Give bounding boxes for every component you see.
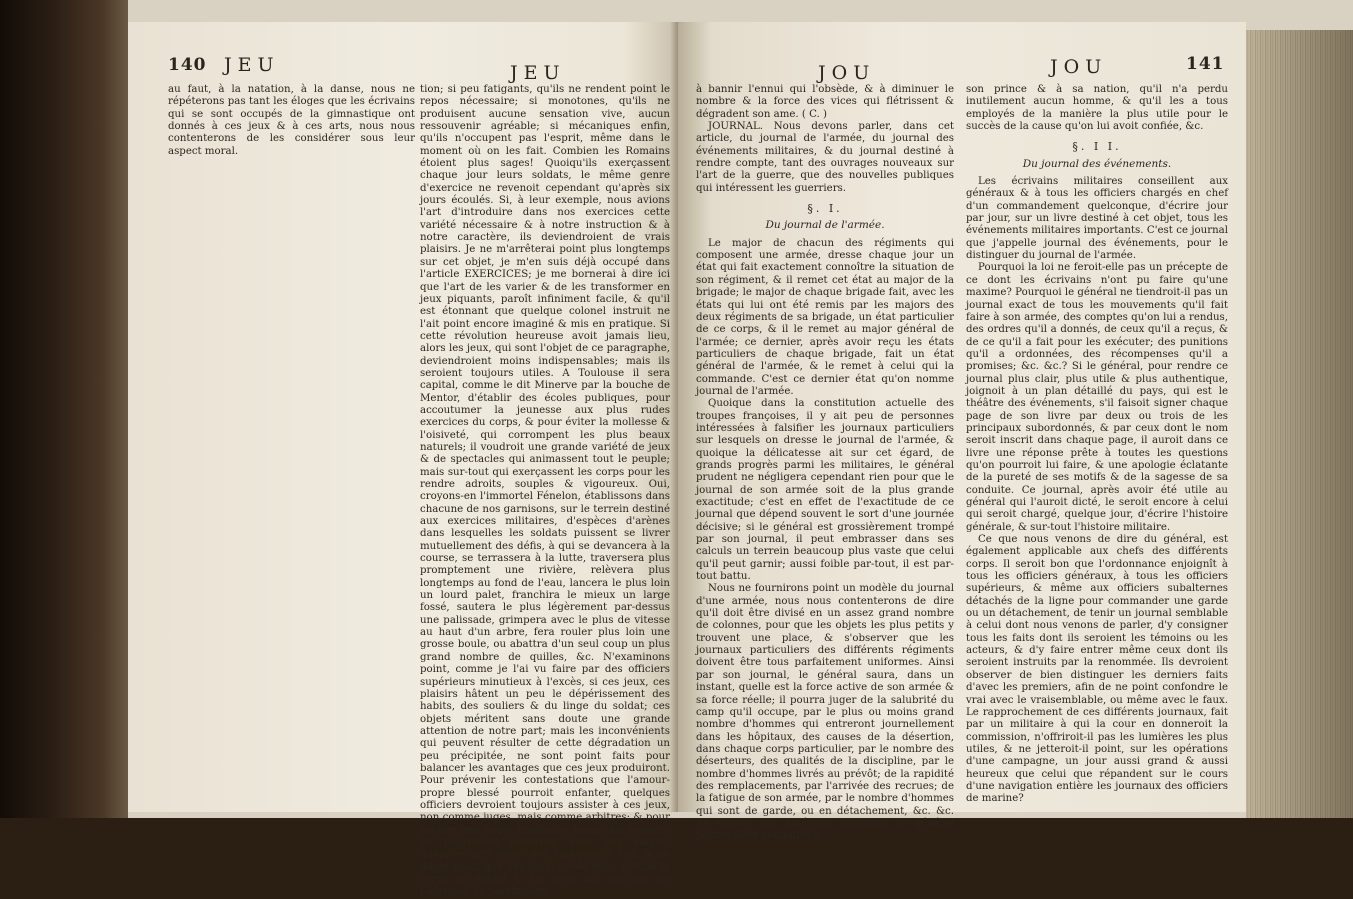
paragraph: Quoique dans la constitution actuelle des troupes françoises, il y ait peu de personnes intéressées à falsifier les journaux particuliers sur lesquels on dresse le journal de l'armée, & quoique la délicatesse ait sur cet égard, de grands progrès parmi les militaires, le général prudent ne négligera cependant rien pour que le journal de son armée soit de la plus grande exactitude; c'est en effet de l'exactitude de ce journal que dépend souvent le sort d'une journée décisive; si le général est grossièrement trompé par son journal, il peut embrasser dans ses calculs un terrein beaucoup plus vaste que celui qu'il peut garnir; aussi foible par-tout, il est par-tout battu.	[696, 398, 954, 583]
paragraph: son prince & à sa nation, qu'il n'a perdu inutilement aucun homme, & qu'il les a tous employés de la manière la plus utile pour le succès de la cause qu'on lui avoit confiée, &c.	[966, 84, 1228, 133]
right-page	[678, 22, 1246, 842]
headword: JOU	[1050, 56, 1108, 78]
paragraph: Nous ne fournirons point un modèle du journal d'une armée, nous nous contenterons de dire qu'il doit être divisé en un assez grand nombre de colonnes, pour que les objets les plus petits y trouvent une place, & s'observer que les journaux particuliers des différents régiments doivent être tous parfaitement uniformes. Ainsi par son journal, le général saura, dans un instant, quelle est la force active de son armée & sa force réelle; il pourra juger de la salubrité du camp qu'il occupe, par le plus ou moins grand nombre d'hommes qui entreront journellement dans les hôpitaux, des causes de la désertion, dans chaque corps particulier, par le nombre des déserteurs, des qualités de la discipline, par le nombre d'hommes livrés au prévôt; de la rapidité des remplacements, par l'arrivée des recrues; de la fatigue de son armée, par le nombre d'hommes qui sont de garde, ou en détachement, &c. &c. Au moyen des différents journaux, le général pourra faire connoître à	[696, 583, 954, 842]
section-subheading: Du journal des événements.	[1022, 157, 1172, 170]
paragraph: à bannir l'ennui qui l'obsède, & à diminuer le nombre & la force des vices qui flétrissent & dégradent son ame. ( C. )	[696, 84, 954, 120]
section-heading: §. I.	[807, 202, 843, 216]
text-column-2	[420, 84, 670, 898]
left-running-head	[128, 54, 678, 84]
book-binding-shadow	[0, 0, 128, 818]
right-running-head	[678, 54, 1246, 84]
paragraph: Les écrivains militaires conseillent aux généraux & à tous les officiers chargés en chef d'un commandement quelconque, d'écrire jour par jour, sur un livre destiné à cet objet, tous les événements militaires importants. C'est ce journal que j'appelle journal des événements, pour le distinguer du journal de l'armée.	[966, 176, 1228, 262]
page-number: 141	[1186, 54, 1225, 74]
headword: JEU	[224, 54, 280, 76]
left-page	[128, 22, 678, 898]
section-heading: §. I I.	[1072, 140, 1122, 154]
text-column-2	[966, 84, 1228, 805]
headword: JOU	[818, 62, 876, 84]
section-subheading: Du journal de l'armée.	[765, 219, 885, 232]
paragraph: Ce que nous venons de dire du général, est également applicable aux chefs des différents corps. Il seroit bon que l'ordonnance enjoignît à tous les officiers généraux, à tous les officiers supérieurs, & même aux officiers subalternes détachés de la ligne pour commander une garde ou un détachement, de tenir un journal semblable à celui dont nous venons de parler, d'y consigner tous les faits dont ils seroient les témoins ou les acteurs, & d'y faire entrer même ceux dont ils seroient instruits par la renommée. Ils devroient observer de bien distinguer les derniers faits d'avec les premiers, afin de ne point confondre le vrai avec le vraisemblable, ou même avec le faux. Le rapprochement de ces différents journaux, fait par un militaire à qui la cour en donneroit la commission, n'offriroit-il pas les lumières les plus utiles, & ne jetteroit-il point, sur les opérations d'une campagne, un jour aussi grand & aussi heureux que celui que répandent sur le cours d'une navigation entière les journaux des officiers de marine?	[966, 534, 1228, 805]
paragraph: tion; si peu fatigants, qu'ils ne rendent point le repos nécessaire; si monotones, qu'ils ne produisent aucune sensation vive, aucun ressouvenir agréable; si mécaniques enfin, qu'ils n'occupent pas l'esprit, même dans le moment où on les fait. Combien les Romains étoient plus sages! Quoiqu'ils exerçassent chaque jour leurs soldats, le même genre d'exercice ne revenoit cependant qu'après six jours écoulés. Si, à leur exemple, nous avions l'art d'introduire dans nos exercices cette variété nécessaire & à notre instruction & à notre caractère, ils deviendroient de vrais plaisirs. Je ne m'arrêterai point plus longtemps sur cet objet, je m'en suis déjà occupé dans l'article EXERCICES; je me bornerai à dire ici que l'art de les varier & de les transformer en jeux piquants, paroît infiniment facile, & qu'il est étonnant que quelque colonel instruit ne l'ait point encore imaginé & mis en pratique. Si cette révolution heureuse avoit jamais lieu, alors les jeux, qui sont l'objet de ce paragraphe, deviendroient moins indispensables; mais ils seroient toujours utiles. A Toulouse il sera capital, comme le dit Minerve par la bouche de Mentor, d'établir des écoles publiques, pour accoutumer la jeunesse aux plus rudes exercices du corps, & pour éviter la mollesse & l'oisiveté, qui corrompent les plus beaux naturels; il voudroit une grande variété de jeux & de spectacles qui animassent tout le peuple; mais sur-tout qui exerçassent les corps pour les rendre adroits, souples & vigoureux. Oui, croyons-en l'immortel Fénelon, établissons dans chacune de nos garnisons, sur le terrein destiné aux exercices militaires, d'espèces d'arènes dans lesquelles les soldats puissent se livrer mutuellement des défis, à qui se devancera à la course, se terrassera à la lutte, traversera plus promptement une rivière, relèvera plus longtemps au fond de l'eau, lancera le plus loin un lourd palet, franchira le mieux un large fossé, sautera le plus légèrement par-dessus une palissade, grimpera avec le plus de vitesse au haut d'un arbre, fera rouler plus loin une grosse boule, ou abattra d'un seul coup un plus grand nombre de quilles, &c. N'examinons point, comme je l'ai vu faire par des officiers supérieurs minutieux à l'excès, si ces jeux, ces plaisirs hâtent un peu le dépérissement des habits, des souliers & du linge du soldat; ces objets méritent sans doute une grande attention de notre part; mais les inconvénients qui peuvent résulter de cette dégradation un peu précipitée, ne sont point faits pour balancer les avantages que ces jeux produiront. Pour prévenir les contestations que l'amour-propre blessé pourroit enfanter, quelques officiers devroient toujours assister à ces jeux, non comme juges, mais comme arbitres; & pour exciter une noble émulation parmi les joueurs, ils pourroient décerner avec des éloges, quelques prix légers aux vainqueurs. Oui, je ne doute point que ces jeux, après avoir fortifié le corps du soldat & lui avoir fait acquérir de l'adresse, ne parvinssent	[420, 84, 670, 898]
page-number: 140	[168, 55, 207, 75]
book-fore-edge	[1246, 30, 1353, 818]
text-column-1	[696, 84, 954, 842]
paragraph: Le major de chacun des régiments qui composent une armée, dresse chaque jour un état qui fait exactement connoître la situation de son régiment, & il remet cet état au major de la brigade; le major de chaque brigade fait, avec les états qui lui ont été remis par les majors des deux régiments de sa brigade, un état particulier de ce corps, & il le remet au major général de l'armée; ce dernier, après avoir reçu les états particuliers de chaque brigade, fait un état général de l'armée, & le remet à celui qui la commande. C'est ce dernier état qu'on nomme journal de l'armée.	[696, 237, 954, 397]
paragraph: au faut, à la natation, à la danse, nous ne répéterons pas tant les éloges que les écrivains qui se sont occupés de la gimnastique ont donnés à ces jeux & à ces arts, nous nous contenterons de les considérer sous leur aspect moral.	[168, 84, 415, 157]
text-column-1	[168, 84, 415, 784]
paragraph: Pourquoi la loi ne feroit-elle pas un précepte de ce dont les écrivains n'ont pu faire qu'une maxime? Pourquoi le général ne tiendroit-il pas un journal exact de tous les mouvements qu'il fait faire à son armée, des comptes qu'on lui a rendus, des ordres qu'il a donnés, de ceux qu'il a reçus, & de ce qu'il a fait pour les exécuter; des punitions qu'il a ordonnées, des récompenses qu'il a promises; &c. &c.? Si le général, pour rendre ce journal plus clair, plus utile & plus authentique, joignoit à un plan détaillé du pays, qui est le théâtre des événements, s'il faisoit signer chaque page de son livre par deux ou trois de les principaux subordonnés, & par ceux dont le nom seroit inscrit dans chaque page, il auroit dans ce livre une réponse prête à toutes les questions qu'on pourroit lui faire, & une apologie éclatante de la pureté de ses motifs & de la sagesse de sa conduite. Ce journal, après avoir été utile au général qui l'auroit dicté, le seroit encore à celui qui seroit chargé, quelque jour, d'écrire l'histoire générale, & sur-tout l'histoire militaire.	[966, 262, 1228, 533]
paragraph: JOURNAL. Nous devons parler, dans cet article, du journal de l'armée, du journal des événements militaires, & du journal destiné à rendre compte, tant des ouvrages nouveaux sur l'art de la guerre, que des nouvelles publiques qui intéressent les guerriers.	[696, 121, 954, 194]
headword: JEU	[510, 62, 566, 84]
